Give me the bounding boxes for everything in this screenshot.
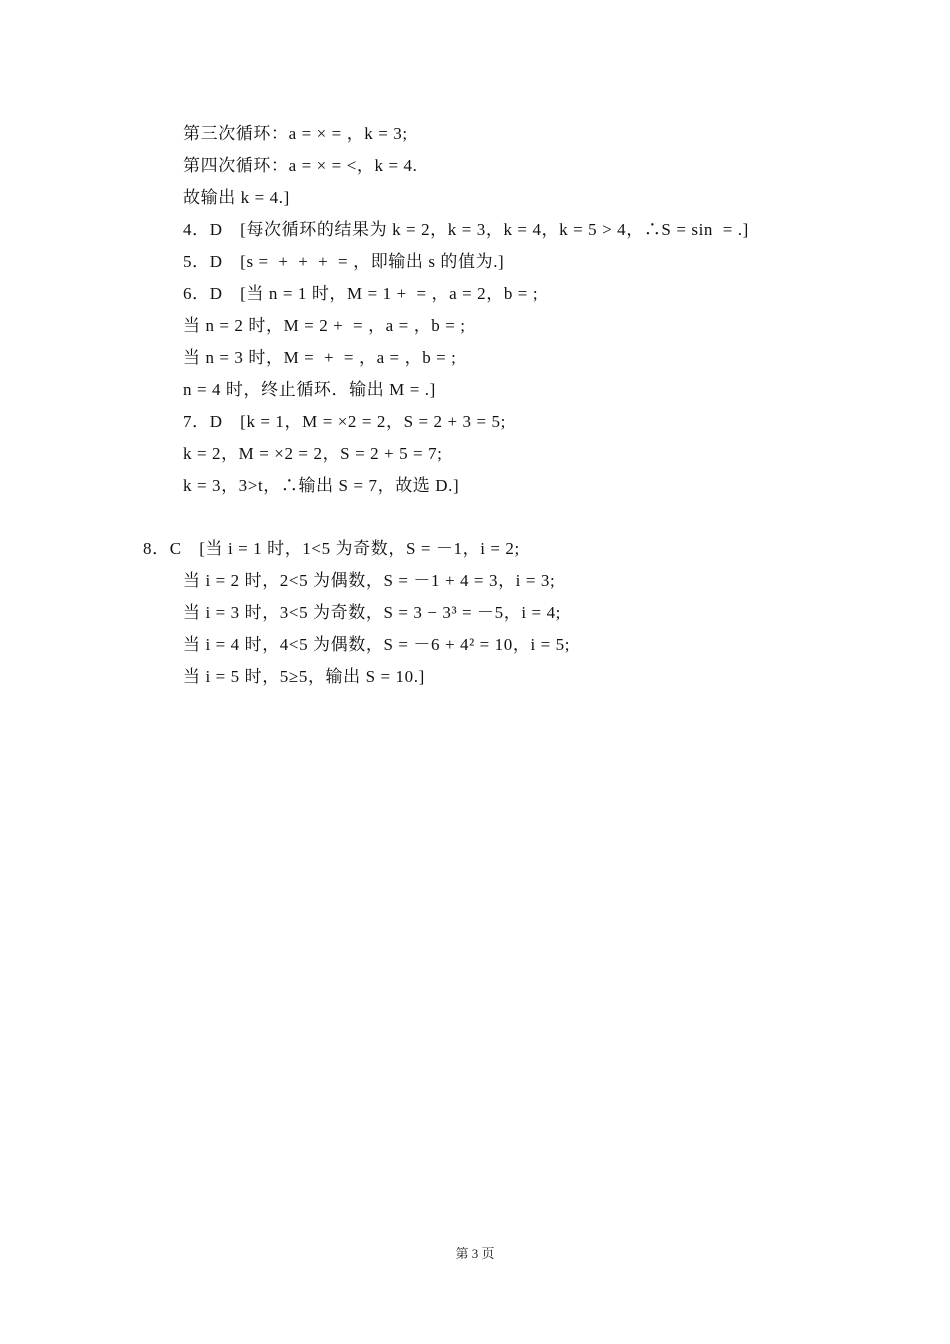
text-line: n = 4 时，终止循环．输出 M = .] <box>183 380 436 399</box>
text-line: 故输出 k = 4.] <box>183 188 290 207</box>
text-line: 4．D [每次循环的结果为 k = 2，k = 3，k = 4，k = 5 > 4，∴S = sin = .] <box>183 220 749 239</box>
text-line: 当 i = 5 时，5≥5，输出 S = 10.] <box>183 667 425 686</box>
text-line: 当 i = 4 时，4<5 为偶数，S = －6 + 4² = 10，i = 5; <box>183 635 571 654</box>
text-line: 当 n = 3 时，M = + = ，a = ，b = ; <box>183 348 457 367</box>
text-line: k = 3，3>t，∴输出 S = 7，故选 D.] <box>183 476 460 495</box>
text-line: 第三次循环：a = × = ，k = 3; <box>183 124 408 143</box>
page-number: 第 3 页 <box>455 1246 495 1261</box>
text-line: 第四次循环：a = × = <，k = 4. <box>183 156 418 175</box>
text-line: 当 i = 2 时，2<5 为偶数，S = －1 + 4 = 3，i = 3; <box>183 571 556 590</box>
text-line: 8．C [当 i = 1 时，1<5 为奇数，S = －1，i = 2; <box>143 539 520 558</box>
text-line: 6．D [当 n = 1 时，M = 1 + = ，a = 2，b = ; <box>183 284 539 303</box>
text-line: 当 n = 2 时，M = 2 + = ，a = ，b = ; <box>183 316 466 335</box>
text-line: 当 i = 3 时，3<5 为奇数，S = 3 − 3³ = －5，i = 4; <box>183 603 561 622</box>
text-line: 7．D [k = 1，M = ×2 = 2，S = 2 + 3 = 5; <box>183 412 506 431</box>
text-line: 5．D [s = + + + = ，即输出 s 的值为.] <box>183 252 505 271</box>
text-line: k = 2，M = ×2 = 2，S = 2 + 5 = 7; <box>183 444 443 463</box>
